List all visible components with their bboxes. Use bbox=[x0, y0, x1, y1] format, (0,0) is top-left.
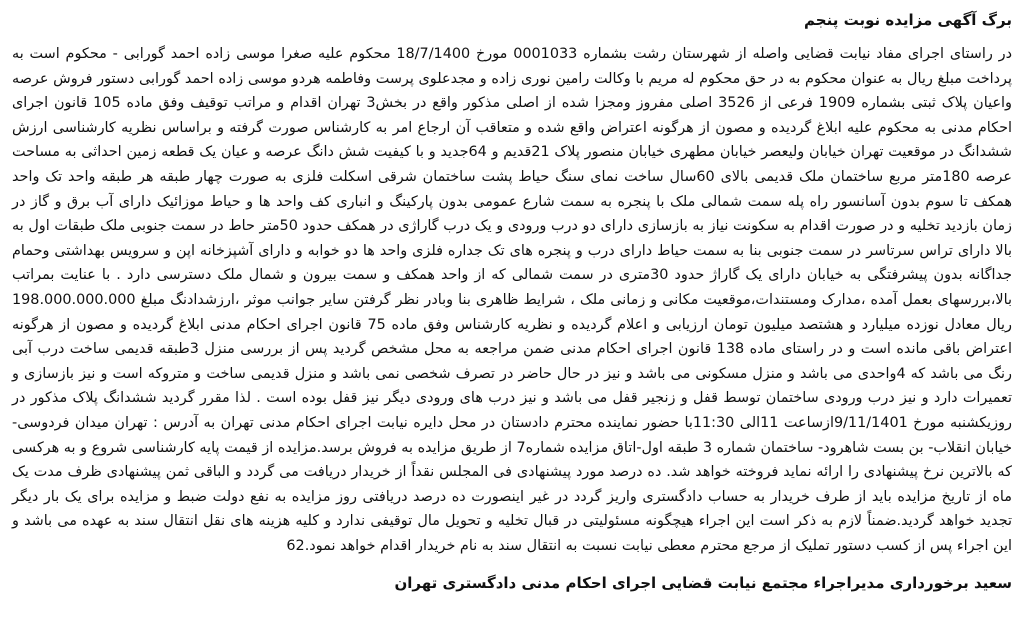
notice-title: برگ آگهی مزایده نوبت پنجم bbox=[804, 11, 1012, 29]
notice-body: در راستای اجرای مفاد نیابت قضایی واصله از شهرستان رشت بشماره 0001033 مورخ 18/7/1400 محکوم علیه صغرا موسی زاده احمد گورابی - محکوم است به پرداخت مبلغ ریال به عنوان محکوم به در حق محکوم له مریم با وکالت رامین نوری زاده و مجدعلوی پرست وفاطمه هردو موسی زاده احمد گورابی دستور فروش عرصه واعیان پلاک ثبتی بشماره 1909 فرعی از 3526 اصلی مفروز ومجزا شده از اصلی مذکور واقع در بخش3 تهران اقدام و مراتب توقیف وفق ماده 105 قانون اجرای احکام مدنی به محکوم علیه ابلاغ گردیده و مصون از هرگونه اعتراض واقع شده و متعاقب آن ارجاع امر به کارشناس صورت گرفته و براساس نظریه کارشناسی ارزش ششدانگ در موقعیت تهران خیابان ولیعصر خیابان مطهری خیابان منصور پلاک 21قدیم و 64جدید و با کیفیت شش دانگ عرصه و عیان یک قطعه زمین احداثی به مساحت عرصه 180متر مربع ساختمان ملک قدیمی بالای 60سال ساخت نمای سنگ حیاط پشت ساختمان شرقی اسکلت فلزی به صورت چهار طبقه هر طبقه واحد تک واحد همکف تا سوم بدون آسانسور راه پله سمت شمالی ملک با پنجره به سمت شارع عمومی بدون پارکینگ و انباری کف واحد ها و حیاط موزائیک دارای آب برق و گاز در زمان بازدید تخلیه و در صورت اقدام به سکونت نیاز به بازسازی دارای دو درب ورودی و یک درب گاراژی در همکف حدود 50متر حاط در سمت جنوبی ملک طبقات اول به بالا دارای تراس سرتاسر در سمت جنوبی بنا به سمت حیاط دارای درب و پنجره های تک جداره فلزی واحد ها دو خوابه و دارای آشپزخانه اپن و سرویس بهداشتی وحمام جداگانه بدون پیشرفتگی به خیابان دارای یک گاراژ حدود 30متری در سمت شمالی که از واحد همکف و سمت بیرون و شمال ملک دسترسی دارد . با عنایت بمراتب بالا،بررسهای بعمل آمده ،مدارک ومستندات،موقعیت مکانی و زمانی ملک ، شرایط ظاهری بنا وبادر نظر گرفتن سایر جوانب موثر ،ارزشدادنگ مبلغ 198.000.000.000 ریال معادل نوزده میلیارد و هشتصد میلیون تومان ارزیابی و اعلام گردیده و نظریه کارشناس وفق ماده 75 قانون اجرای احکام مدنی ابلاغ گردیده و مصون از هرگونه اعتراض باقی مانده است و در راستای ماده 138 قانون اجرای احکام مدنی ضمن مراجعه به محل مشخص گردید پس از بررسی منزل 3طبقه قدیمی ساخت درب آبی رنگ می باشد که 4واحدی می باشد و منزل مسکونی می باشد و نیز در حال حاضر در تصرف شخصی نمی باشد و منزل قدیمی ساخت و متروکه است و نیز بازسازی و تعمیرات دارد و نیز درب ورودی ساختمان توسط قفل و زنجیر قفل می باشد و نیز درب های ورودی دیگر نیز قفل بوده است . لذا مقرر گردید ششدانگ پلاک مذکور در روزیکشنبه مورخ 9/11/1401ازساعت 11الی 11:30با حضور نماینده محترم دادستان در محل دایره نیابت اجرای احکام مدنی تهران به آدرس : تهران میدان فردوسی- خیابان انقلاب- بن بست شاهرود- ساختمان شماره 3 طبقه اول-اتاق مزایده شماره7 از طریق مزایده به فروش برسد.مزایده از قیمت پایه کارشناسی شروع و به هرکسی که بالاترین نرخ پیشنهادی را ارائه نماید فروخته خواهد شد. ده درصد مورد پیشنهادی فی المجلس نقداً از خریدار دریافت می گردد و الباقی ثمن پیشنهادی ظرف مدت یک ماه از تاریخ مزایده باید از طرف خریدار به حساب دادگستری واریز گردد در غیر اینصورت ده درصد دریافتی روز مزایده به نفع دولت ضبط و مزایده برای یک بار دیگر تجدید خواهد گردید.ضمناً لازم به ذکر است این اجراء هیچگونه مسئولیتی در قبال تخلیه و تحویل مال توقیفی ندارد و کلیه هزینه های نقل انتقال سند به عهده می باشد و این اجراء پس از کسب دستور تملیک از مرجع محترم معطی نیابت نسبت به انتقال سند به نام خریدار اقدام خواهد نمود.62 bbox=[12, 46, 1013, 554]
notice-signature: سعید برخورداری مدیراجراء مجتمع نیابت قضایی اجرای احکام مدنی دادگستری تهران bbox=[394, 574, 1012, 593]
